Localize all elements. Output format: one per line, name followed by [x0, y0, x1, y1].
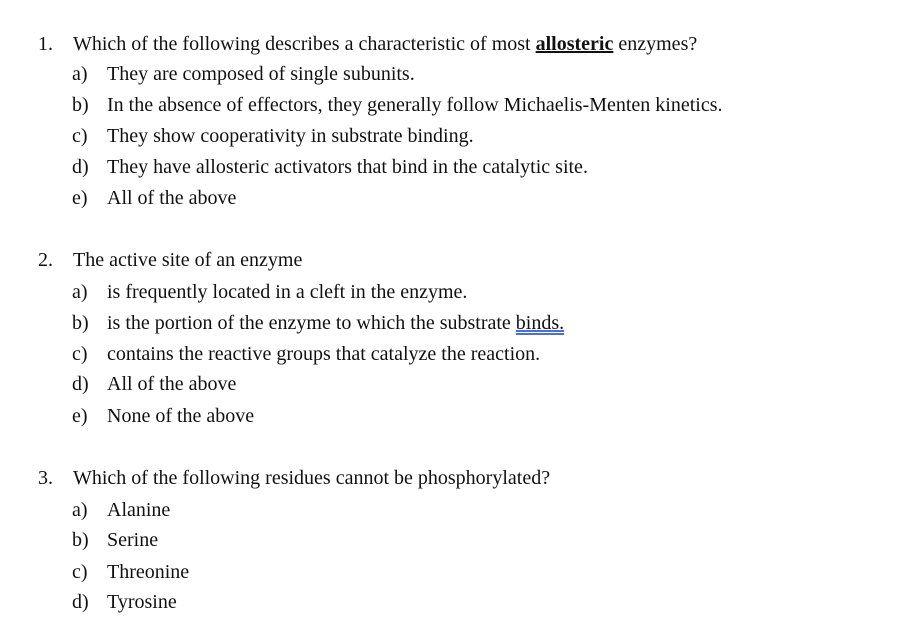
- option-letter: a): [72, 499, 88, 521]
- option-letter: b): [72, 94, 89, 116]
- question-stem: Which of the following residues cannot be phosphorylated?: [73, 467, 551, 489]
- option-letter: e): [72, 187, 88, 209]
- question-stem-text-end: enzymes?: [613, 33, 698, 55]
- option-letter: c): [72, 561, 88, 583]
- question-number: 1.: [38, 33, 53, 55]
- option-text: They show cooperativity in substrate binding.: [107, 125, 474, 147]
- question-stem: [73, 32, 697, 56]
- option-text: Tyrosine: [107, 591, 177, 613]
- option-text: All of the above: [107, 373, 237, 395]
- question-number: 3.: [38, 467, 53, 489]
- question-stem-text: Which of the following describes a characteristic of most: [73, 33, 536, 55]
- option-text: They have allosteric activators that bind in the catalytic site.: [107, 156, 588, 178]
- question-stem-emphasis: allosteric: [535, 33, 614, 55]
- question-stem: The active site of an enzyme: [73, 249, 303, 271]
- option-text: contains the reactive groups that catalyze the reaction.: [107, 343, 541, 365]
- option-text: All of the above: [107, 187, 237, 209]
- option-text: None of the above: [107, 405, 255, 427]
- option-text: Threonine: [107, 561, 190, 583]
- option-letter: d): [72, 373, 89, 395]
- option-text: [107, 311, 564, 335]
- option-letter: d): [72, 156, 89, 178]
- option-letter: b): [72, 529, 89, 551]
- option-letter: d): [72, 591, 89, 613]
- option-letter: a): [72, 63, 88, 85]
- option-text: In the absence of effectors, they generally follow Michaelis-Menten kinetics.: [107, 94, 723, 116]
- option-letter: e): [72, 405, 88, 427]
- question-number: 2.: [38, 249, 53, 271]
- option-letter: b): [72, 312, 89, 334]
- option-letter: a): [72, 281, 88, 303]
- option-text-main: is the portion of the enzyme to which the substrate: [107, 312, 516, 334]
- option-text: Alanine: [107, 499, 171, 521]
- option-letter: c): [72, 125, 88, 147]
- option-text: They are composed of single subunits.: [107, 63, 415, 85]
- option-letter: c): [72, 343, 88, 365]
- option-text: is frequently located in a cleft in the enzyme.: [107, 281, 468, 303]
- option-text: Serine: [107, 529, 159, 551]
- spellcheck-marked-word: binds.: [515, 312, 565, 334]
